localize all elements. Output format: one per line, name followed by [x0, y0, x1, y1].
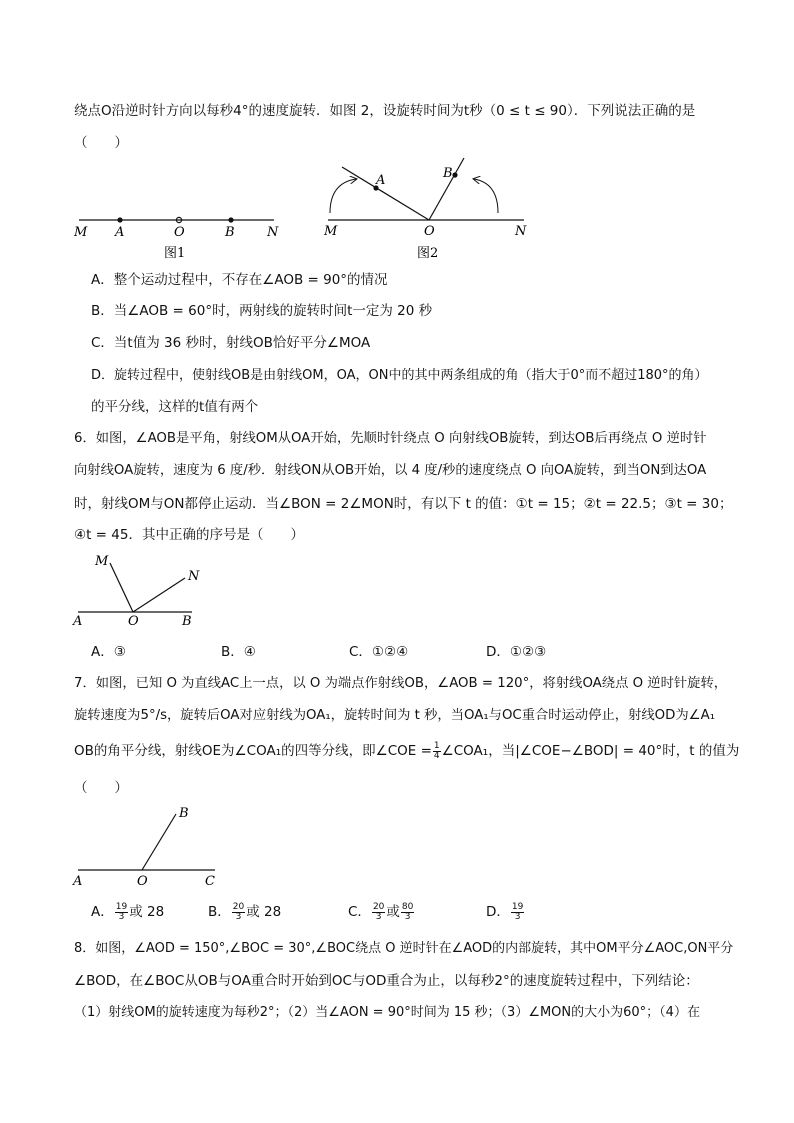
q7-option-d-num: 19	[511, 901, 524, 912]
q7-ray-OB	[142, 814, 176, 870]
fig2-label-A: A	[376, 173, 386, 188]
q7-fraction-den: 4	[433, 750, 440, 761]
q5-option-a: A．整个运动过程中，不存在∠AOB = 90°的情况	[91, 272, 388, 288]
q7-option-b	[208, 902, 281, 922]
fig2-caption: 图2	[417, 246, 439, 261]
fig2-label-O: O	[424, 224, 435, 239]
fig1-caption: 图1	[164, 246, 186, 261]
q7-option-a-label: A．	[91, 904, 114, 920]
q8-line-2: ∠BOD，在∠BOC从OB与OA重合时开始到OC与OD重合为止，以每秒2°的速度旋转过程中，下列结论：	[74, 973, 699, 989]
fig1-label-O: O	[174, 225, 185, 240]
q7-option-c-mid: 或	[386, 904, 400, 920]
q7-option-c-num: 20	[372, 901, 385, 912]
q7-label-C: C	[205, 874, 215, 889]
q7-figure	[70, 800, 220, 890]
q5-option-b: B．当∠AOB = 60°时，两射线的旋转时间t一定为 20 秒	[91, 303, 433, 319]
q7-label-A: A	[73, 874, 83, 889]
q7-option-d	[486, 902, 525, 922]
q7-option-b-den: 3	[235, 911, 242, 922]
q7-option-d-label: D．	[486, 904, 510, 920]
q5-figure-2	[318, 155, 533, 265]
q7-line-3-a: OB的角平分线，射线OE为∠COA₁的四等分线，即∠COE =	[74, 743, 432, 759]
q7-option-a-den: 3	[118, 911, 125, 922]
q7-label-O: O	[137, 874, 148, 889]
q6-option-a: A．③	[91, 644, 126, 660]
q7-line-1: 7．如图，已知 O 为直线AC上一点，以 O 为端点作射线OB，∠AOB = 120°，将射线OA绕点 O 逆时针旋转，	[74, 676, 728, 691]
q7-option-b-num: 20	[232, 901, 245, 912]
q7-line-2: 旋转速度为5°/s，旋转后OA对应射线为OA₁，旋转时间为 t 秒，当OA₁与OC重合时运动停止，射线OD为∠A₁	[74, 708, 716, 723]
q7-option-a-num: 19	[115, 901, 128, 912]
fig1-label-B: B	[225, 225, 235, 240]
fig2-rotation-arrow-left	[330, 179, 356, 213]
q7-option-a-frac	[115, 903, 128, 922]
q7-label-B: B	[179, 806, 189, 821]
q7-option-c-den: 3	[375, 911, 382, 922]
q6-line-1: 6．如图，∠AOB是平角，射线OM从OA开始，先顺时针绕点 O 向射线OB旋转，到达OB后再绕点 O 逆时针	[74, 431, 707, 446]
fig2-point-B	[452, 172, 457, 177]
fig2-rotation-arrow-right	[474, 179, 498, 213]
q7-option-d-frac	[511, 903, 524, 922]
q6-option-d: D．①②③	[486, 644, 547, 660]
fig2-label-N: N	[515, 224, 527, 239]
q5-option-c: C．当t值为 36 秒时，射线OB恰好平分∠MOA	[91, 335, 371, 351]
q7-option-a	[91, 902, 164, 922]
q7-fraction-num: 1	[433, 740, 440, 751]
q7-option-c-label: C．	[348, 904, 371, 920]
q7-paren: （ ）	[74, 780, 128, 796]
q5-option-d-cont: 的平分线，这样的t值有两个	[91, 399, 259, 415]
fig1-label-A: A	[115, 225, 125, 240]
q6-figure	[70, 548, 200, 628]
q5-intro: 绕点O沿逆时针方向以每秒4°的速度旋转．如图 2，设旋转时间为t秒（0 ≤ t ≤ 90）．下列说法正确的是	[74, 103, 696, 119]
q7-option-c-num-2: 80	[401, 901, 414, 912]
q6-option-b: B．④	[221, 644, 256, 660]
q6-label-A: A	[73, 614, 83, 628]
q7-fraction-quarter	[433, 742, 441, 761]
fig1-point-A	[117, 217, 122, 222]
fig1-label-M: M	[74, 225, 88, 240]
q8-line-1: 8．如图，∠AOD = 150°,∠BOC = 30°,∠BOC绕点 O 逆时针在∠AOD的内部旋转，其中OM平分∠AOC,ON平分	[74, 941, 734, 956]
q7-option-c	[348, 902, 415, 922]
q7-option-b-label: B．	[208, 904, 231, 920]
q7-option-b-frac	[232, 903, 245, 922]
q6-option-c: C．①②④	[349, 644, 409, 660]
q5-figure-1	[70, 208, 280, 264]
q5-paren: （ ）	[74, 135, 128, 151]
q8-line-3: （1）射线OM的旋转速度为每秒2°；（2）当∠AON = 90°时间为 15 秒；（3）∠MON的大小为60°；（4）在	[74, 1005, 700, 1020]
fig1-point-B	[228, 217, 233, 222]
q7-option-a-tail: 或 28	[129, 904, 165, 920]
q6-ray-OM	[110, 563, 133, 612]
q6-ray-ON	[133, 578, 185, 612]
q6-label-O: O	[128, 614, 139, 628]
q7-option-c-den-2: 3	[404, 911, 411, 922]
fig1-label-N: N	[267, 225, 279, 240]
q6-label-N: N	[188, 569, 200, 584]
q7-option-d-den: 3	[514, 911, 521, 922]
q6-label-B: B	[182, 614, 192, 628]
q7-line-3	[74, 741, 739, 761]
q7-option-c-frac-1	[372, 903, 385, 922]
fig2-ray-OA	[342, 167, 429, 220]
q6-line-3: 时，射线OM与ON都停止运动．当∠BON = 2∠MON时，有以下 t 的值：①t = 15；②t = 22.5；③t = 30；	[74, 496, 733, 512]
q7-line-3-b: ∠COA₁，当|∠COE−∠BOD| = 40°时，t 的值为	[441, 743, 740, 759]
fig2-label-B: B	[443, 166, 453, 181]
q6-line-2: 向射线OA旋转，速度为 6 度/秒．射线ON从OB开始，以 4 度/秒的速度绕点 O 向OA旋转，到当ON到达OA	[74, 463, 707, 478]
fig2-label-M: M	[324, 224, 338, 239]
q6-line-4: ④t = 45．其中正确的序号是（ ）	[74, 527, 304, 543]
q7-option-b-tail: 或 28	[246, 904, 282, 920]
q5-option-d: D．旋转过程中，使射线OB是由射线OM，OA，ON中的其中两条组成的角（指大于0°而不超过180°的角）	[91, 368, 708, 383]
q7-option-c-frac-2	[401, 903, 414, 922]
q6-label-M: M	[95, 554, 109, 569]
